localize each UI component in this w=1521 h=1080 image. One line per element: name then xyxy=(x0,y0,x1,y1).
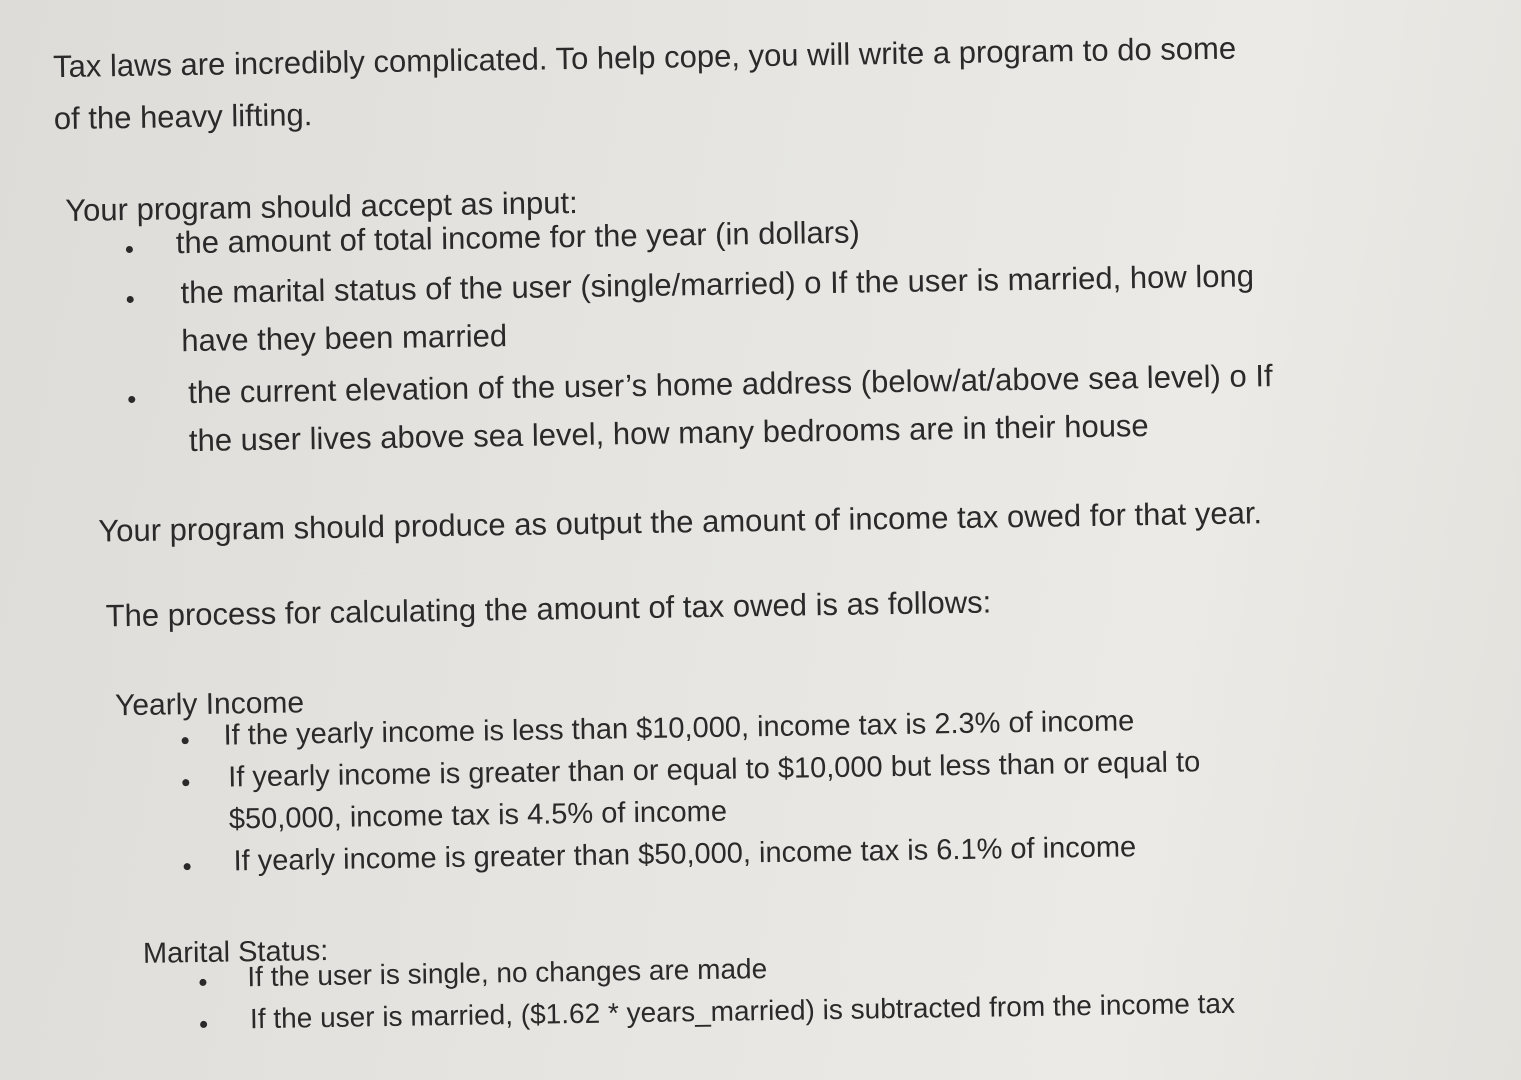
list-item xyxy=(124,252,1272,366)
marital-status-list xyxy=(197,941,1235,1041)
intro-paragraph xyxy=(53,23,1238,146)
bullet-icon xyxy=(182,779,189,786)
bullet-icon xyxy=(126,246,133,253)
yearly-income-heading: Yearly Income xyxy=(114,686,305,723)
list-item xyxy=(180,741,1201,841)
inputs-list xyxy=(123,202,1273,466)
list-item-text: If yearly income is greater than or equal to $10,000 but less than or equal to xyxy=(227,746,1201,794)
marital-status-heading: Marital Status: xyxy=(142,934,329,970)
list-item-text: If yearly income is greater than $50,000, income tax is 6.1% of income xyxy=(233,831,1137,878)
list-item-text-continued: $50,000, income tax is 4.5% of income xyxy=(228,795,728,836)
bullet-icon xyxy=(184,863,191,870)
bullet-icon xyxy=(199,979,206,986)
output-paragraph: Your program should produce as output the amount of income tax owed for that year. xyxy=(98,495,1263,549)
bullet-icon xyxy=(200,1021,207,1028)
inputs-heading: Your program should accept as input: xyxy=(65,184,578,228)
bullet-icon xyxy=(182,737,189,744)
intro-line-2: of the heavy lifting. xyxy=(53,97,313,137)
bullet-icon xyxy=(127,296,134,303)
bullet-icon xyxy=(128,396,135,403)
list-item-text: If the user is married, ($1.62 * years_married) is subtracted from the income tax xyxy=(249,987,1236,1035)
intro-line-1: Tax laws are incredibly complicated. To help cope, you will write a program to do some xyxy=(52,30,1237,85)
list-item-text: If the yearly income is less than $10,000, income tax is 2.3% of income xyxy=(223,705,1135,752)
list-item-text: the current elevation of the user’s home address (below/at/above sea level) o If xyxy=(187,358,1273,411)
list-item xyxy=(126,352,1274,466)
yearly-income-list xyxy=(179,699,1202,883)
list-item-text: the amount of total income for the year (in dollars) xyxy=(175,214,861,261)
list-item-text-continued: the user lives above sea level, how many bedrooms are in their house xyxy=(188,408,1149,459)
list-item-text: the marital status of the user (single/married) o If the user is married, how long xyxy=(180,258,1255,311)
list-item-text-continued: have they been married xyxy=(181,318,508,359)
process-paragraph: The process for calculating the amount of tax owed is as follows: xyxy=(105,584,992,634)
list-item-text: If the user is single, no changes are made xyxy=(247,953,768,993)
